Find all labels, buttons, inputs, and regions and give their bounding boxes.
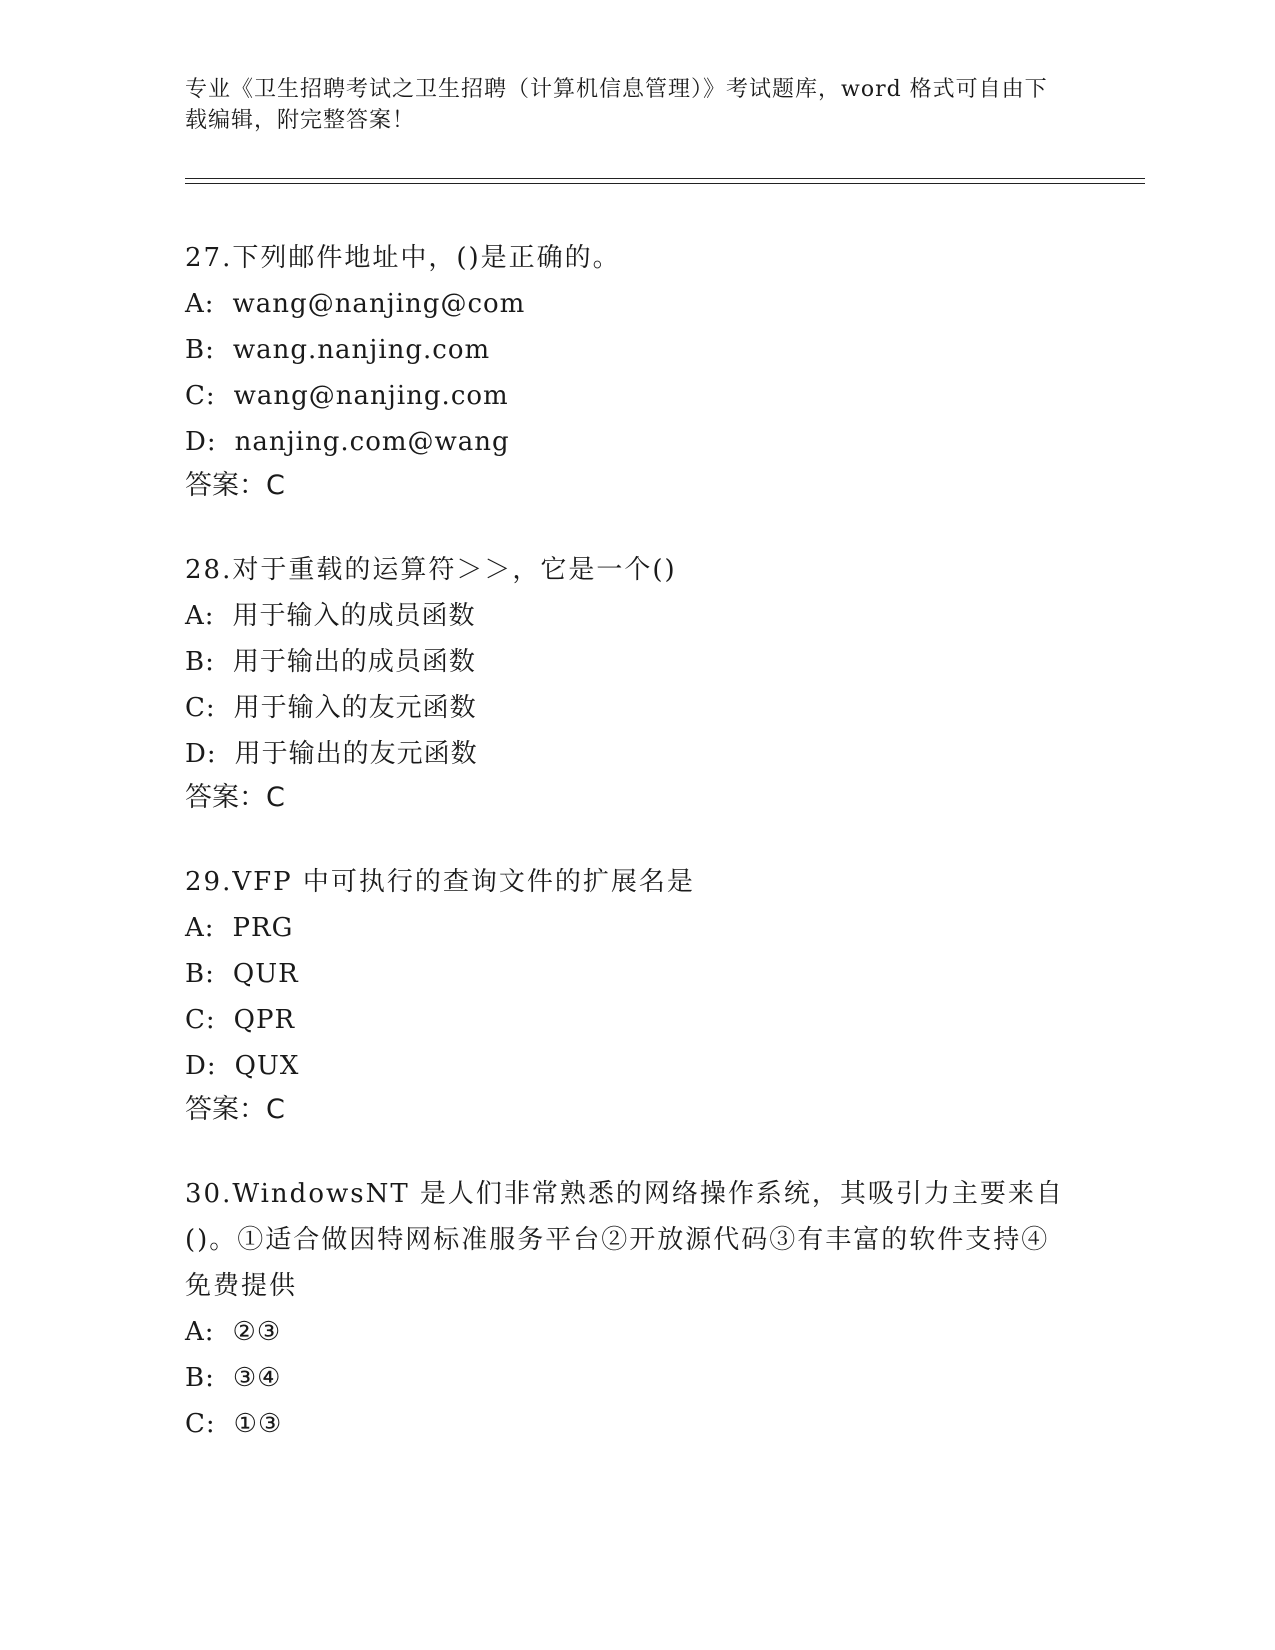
option-text: 用于输出的成员函数 [232, 647, 476, 677]
option-text: QUR [232, 959, 299, 989]
option-a [185, 593, 1065, 639]
option-text: QUX [234, 1051, 300, 1081]
option-text: ③④ [232, 1363, 282, 1393]
question-27 [185, 235, 1065, 507]
option-letter: A: [185, 289, 215, 319]
option-text: 用于输入的成员函数 [232, 601, 476, 631]
option-letter: A: [185, 1317, 215, 1347]
question-stem: 27.下列邮件地址中，()是正确的。 [185, 243, 621, 273]
option-letter: C: [185, 693, 216, 723]
option-letter: B: [185, 959, 215, 989]
question-list [185, 235, 1065, 1487]
option-a [185, 281, 1065, 327]
option-text: nanjing.com@wang [234, 427, 510, 457]
question-stem: 28.对于重载的运算符＞＞，它是一个() [185, 555, 677, 585]
option-text: wang@nanjing@com [232, 289, 526, 319]
header-divider-bottom [185, 183, 1145, 184]
option-a [185, 905, 1065, 951]
option-letter: D: [185, 1051, 217, 1081]
option-letter: A: [185, 913, 215, 943]
option-text: QPR [233, 1005, 296, 1035]
option-text: 用于输出的友元函数 [234, 739, 478, 769]
question-stem: 29.VFP 中可执行的查询文件的扩展名是 [185, 867, 695, 897]
option-letter: B: [185, 335, 215, 365]
option-text: ①③ [233, 1409, 283, 1439]
option-letter: C: [185, 1409, 216, 1439]
option-d [185, 419, 1065, 465]
option-text: ②③ [232, 1317, 282, 1347]
option-c [185, 997, 1065, 1043]
answer: 答案：C [185, 1094, 285, 1125]
option-d [185, 1043, 1065, 1089]
option-b [185, 1355, 1065, 1401]
option-b [185, 327, 1065, 373]
option-letter: C: [185, 1005, 216, 1035]
option-text: PRG [232, 913, 294, 943]
document-header: 专业《卫生招聘考试之卫生招聘（计算机信息管理）》考试题库，word 格式可自由下载编辑，附完整答案！ [185, 77, 1048, 133]
option-b [185, 639, 1065, 685]
option-c [185, 373, 1065, 419]
option-c [185, 685, 1065, 731]
option-text: 用于输入的友元函数 [233, 693, 477, 723]
option-letter: D: [185, 427, 217, 457]
option-c [185, 1401, 1065, 1447]
option-letter: B: [185, 1363, 215, 1393]
option-text: wang@nanjing.com [233, 381, 509, 411]
option-letter: B: [185, 647, 215, 677]
question-29 [185, 859, 1065, 1131]
question-stem: 30.WindowsNT 是人们非常熟悉的网络操作系统，其吸引力主要来自()。①适合做因特网标准服务平台②开放源代码③有丰富的软件支持④免费提供 [185, 1179, 1064, 1301]
header-divider-top [185, 178, 1145, 179]
answer: 答案：C [185, 470, 285, 501]
option-letter: A: [185, 601, 215, 631]
option-text: wang.nanjing.com [232, 335, 491, 365]
option-d [185, 731, 1065, 777]
option-letter: D: [185, 739, 217, 769]
option-letter: C: [185, 381, 216, 411]
option-b [185, 951, 1065, 997]
question-30 [185, 1171, 1065, 1447]
option-a [185, 1309, 1065, 1355]
answer: 答案：C [185, 782, 285, 813]
question-28 [185, 547, 1065, 819]
